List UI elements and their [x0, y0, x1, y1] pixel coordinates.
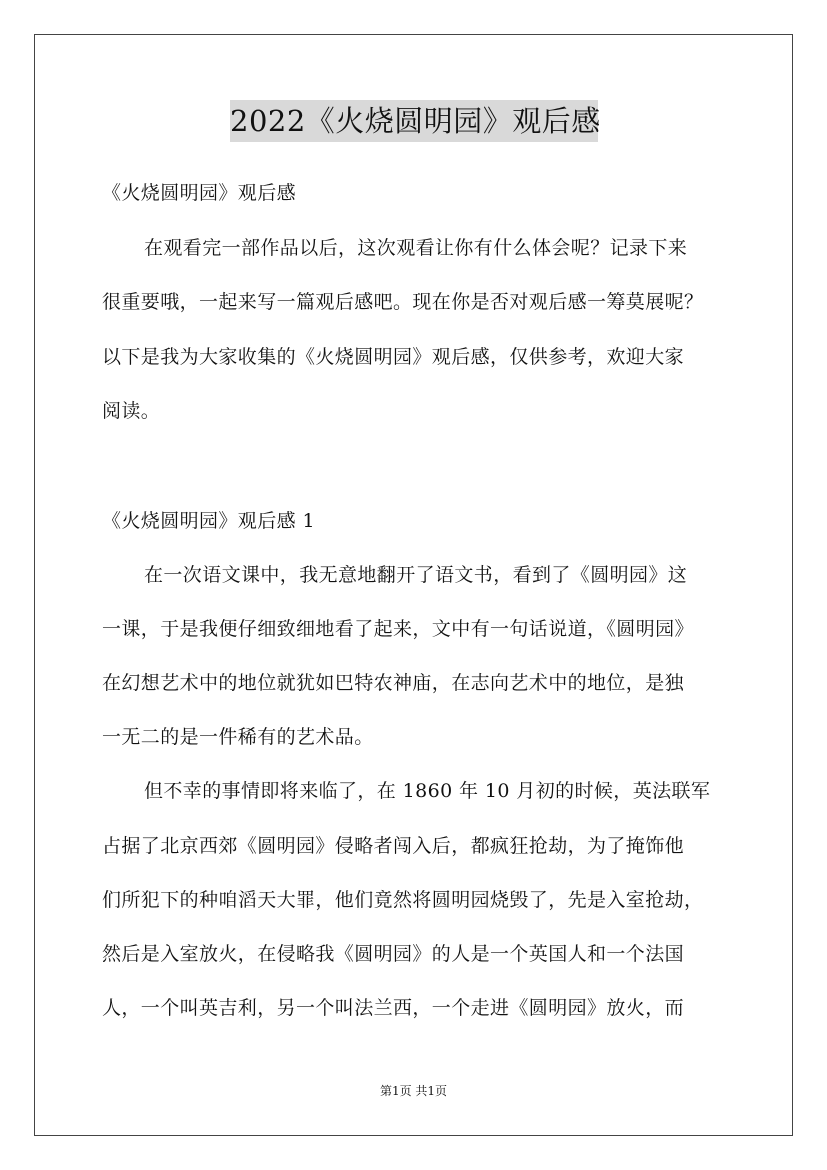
intro-line: 阅读。	[102, 400, 161, 422]
paragraph-line: 人，一个叫英吉利，另一个叫法兰西，一个走进《圆明园》放火，而	[102, 997, 685, 1019]
intro-line: 以下是我为大家收集的《火烧圆明园》观后感，仅供参考，欢迎大家	[102, 346, 685, 368]
paragraph-line: 在幻想艺术中的地位就犹如巴特农神庙，在志向艺术中的地位，是独	[102, 672, 685, 694]
document-subtitle: 《火烧圆明园》观后感	[102, 182, 297, 204]
section-heading: 《火烧圆明园》观后感 1	[102, 510, 315, 532]
intro-line: 在观看完一部作品以后，这次观看让你有什么体会呢？记录下来	[144, 237, 688, 259]
paragraph-line: 占据了北京西郊《圆明园》侵略者闯入后，都疯狂抢劫，为了掩饰他	[102, 835, 685, 857]
paragraph-line: 然后是入室放火，在侵略我《圆明园》的人是一个英国人和一个法国	[102, 943, 685, 965]
page-number-footer: 第1页 共1页	[379, 1084, 448, 1098]
paragraph-line: 一课，于是我便仔细致细地看了起来，文中有一句话说道，《圆明园》	[102, 618, 694, 640]
paragraph-line: 在一次语文课中，我无意地翻开了语文书，看到了《圆明园》这	[144, 564, 688, 586]
intro-line: 很重要哦，一起来写一篇观后感吧。现在你是否对观后感一筹莫展呢？	[102, 291, 704, 313]
paragraph-line: 但不幸的事情即将来临了，在 1860 年 10 月初的时候，英法联军	[144, 780, 711, 802]
document-title: 2022《火烧圆明园》观后感	[230, 100, 598, 142]
paragraph-line: 们所犯下的种咱滔天大罪，他们竟然将圆明园烧毁了，先是入室抢劫，	[102, 889, 704, 911]
paragraph-line: 一无二的是一件稀有的艺术品。	[102, 726, 374, 748]
